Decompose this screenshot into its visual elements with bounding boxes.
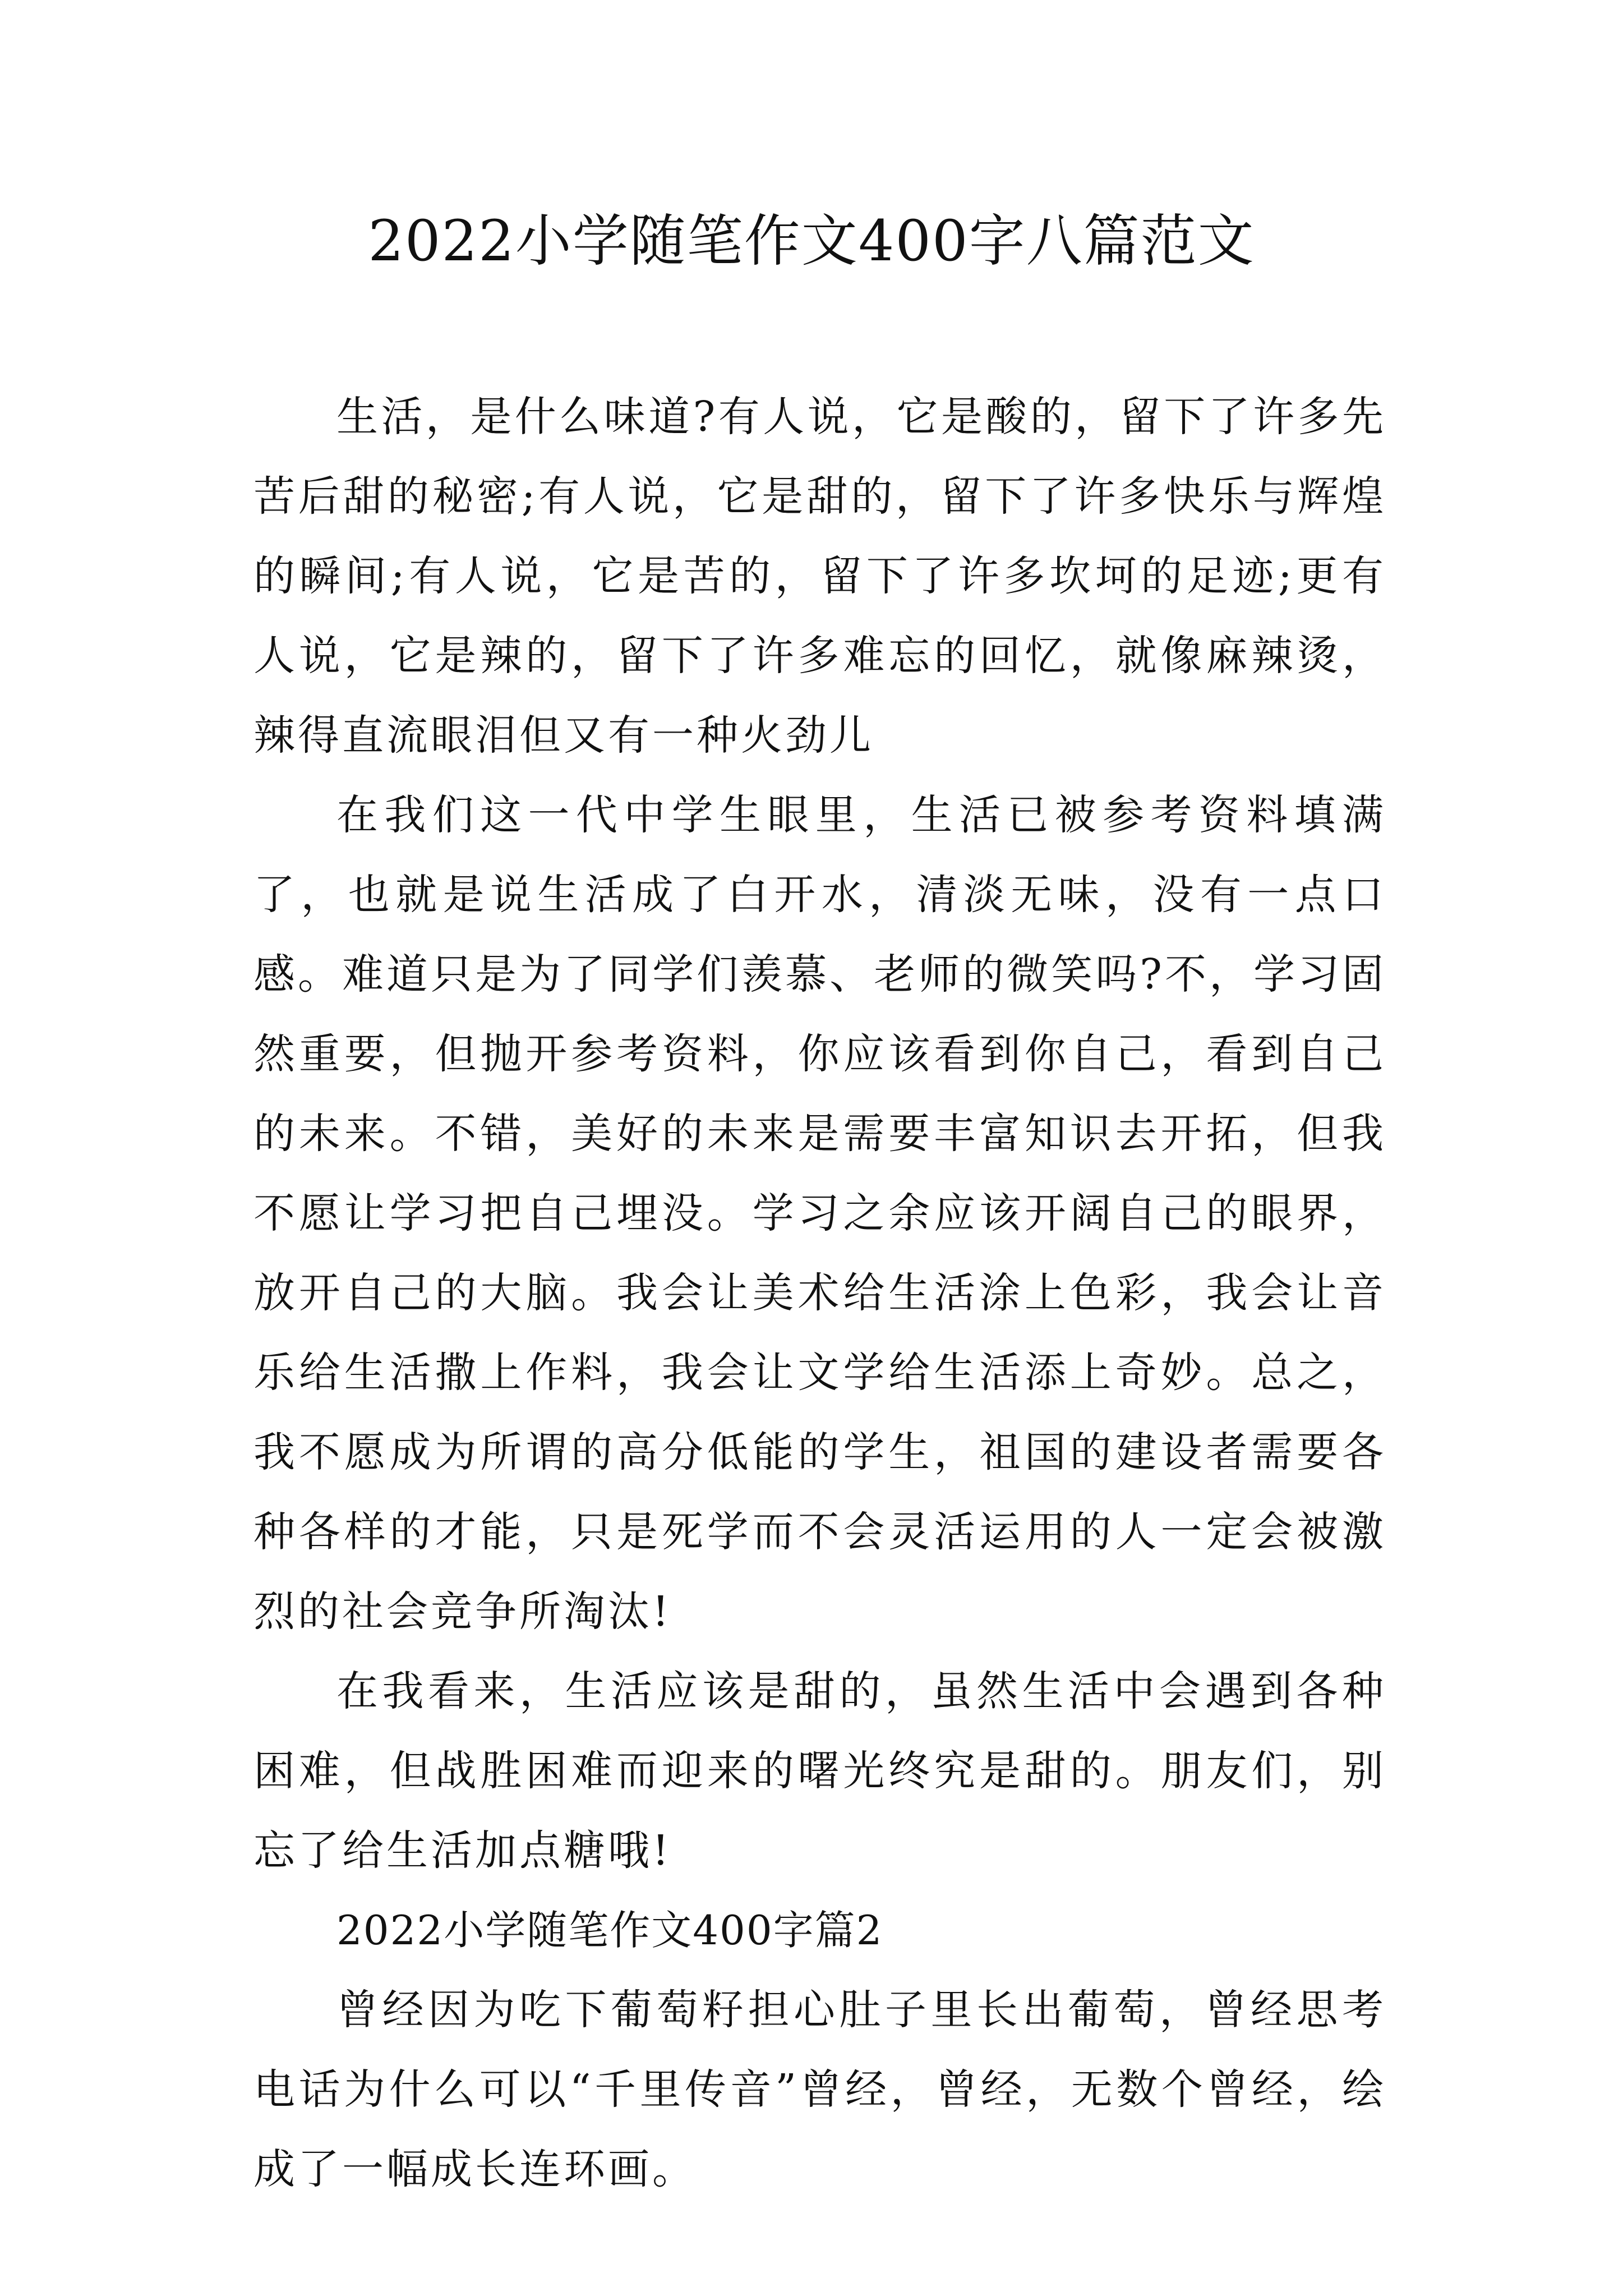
- paragraph-2: 在我们这一代中学生眼里，生活已被参考资料填满了，也就是说生活成了白开水，清淡无味，没有一点口感。难道只是为了同学们羡慕、老师的微笑吗?不，学习固然重要，但抛开参考资料，你应该看到你自己，看到自己的未来。不错，美好的未来是需要丰富知识去开拓，但我不愿让学习把自己埋没。学习之余应该开阔自己的眼界，放开自己的大脑。我会让美术给生活涂上色彩，我会让音乐给生活撒上作料，我会让文学给生活添上奇妙。总之，我不愿成为所谓的高分低能的学生，祖国的建设者需要各种各样的才能，只是死学而不会灵活运用的人一定会被激烈的社会竞争所淘汰!: [253, 791, 1386, 1636]
- section-2-heading: 2022小学随笔作文400字篇2: [336, 1907, 883, 1954]
- document-body: [253, 377, 1386, 2209]
- section-2-paragraph-1: 曾经因为吃下葡萄籽担心肚子里长出葡萄，曾经思考电话为什么可以“千里传音”曾经，曾经，无数个曾经，绘成了一幅成长连环画。: [253, 1986, 1386, 2193]
- paragraph-1: 生活，是什么味道?有人说，它是酸的，留下了许多先苦后甜的秘密;有人说，它是甜的，留下了许多快乐与辉煌的瞬间;有人说，它是苦的，留下了许多坎坷的足迹;更有人说，它是辣的，留下了许多难忘的回忆，就像麻辣烫，辣得直流眼泪但又有一种火劲儿: [253, 393, 1386, 760]
- document-title: 2022小学随笔作文400字八篇范文: [368, 208, 1255, 274]
- paragraph-3: 在我看来，生活应该是甜的，虽然生活中会遇到各种困难，但战胜困难而迎来的曙光终究是甜的。朋友们，别忘了给生活加点糖哦!: [253, 1667, 1386, 1875]
